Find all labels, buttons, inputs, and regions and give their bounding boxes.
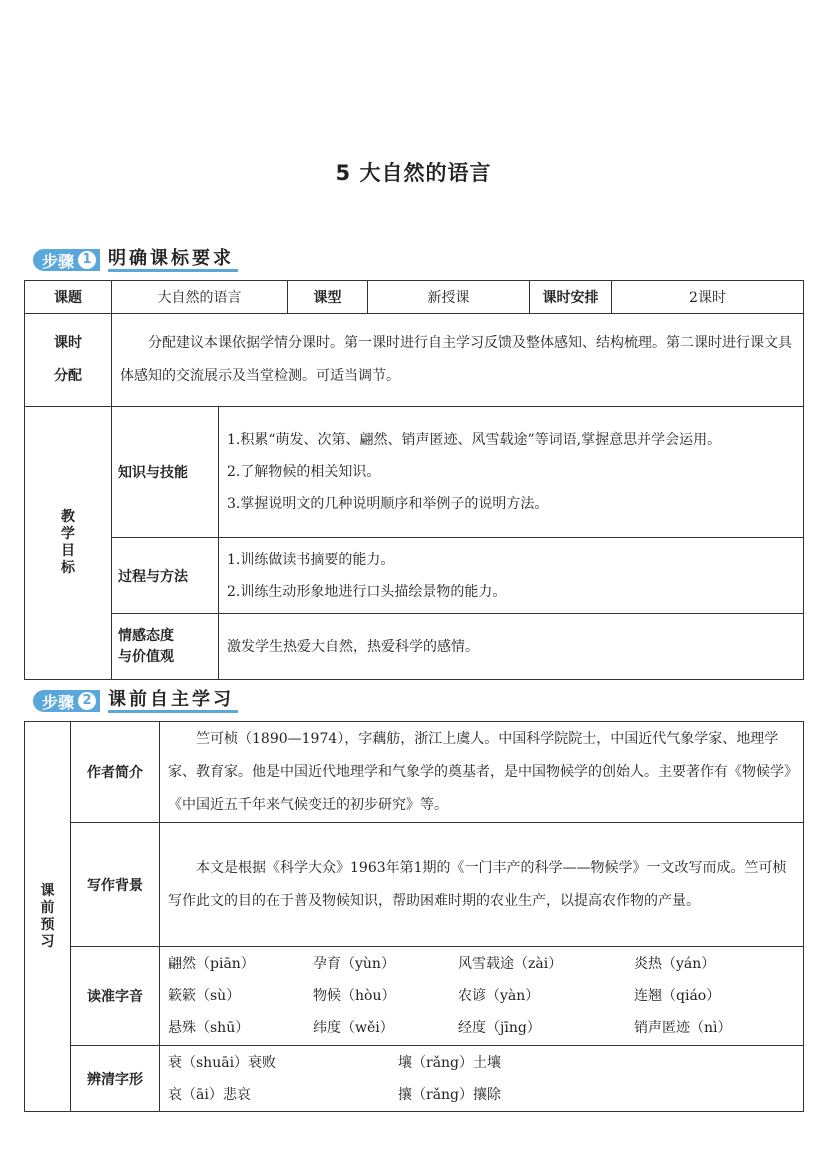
topic-header: 课题 <box>25 281 112 314</box>
step-badge <box>33 249 100 271</box>
character-forms-label: 辨清字形 <box>71 1046 160 1112</box>
type-value: 新授课 <box>368 281 530 314</box>
preview-table <box>24 721 804 1112</box>
teaching-goals-header <box>25 407 112 680</box>
list-item: 2.了解物候的相关知识。 <box>227 464 381 480</box>
list-item: 3.掌握说明文的几种说明顺序和举例子的说明方法。 <box>227 496 549 512</box>
process-methods-items <box>219 538 804 614</box>
process-methods-label: 过程与方法 <box>112 538 219 614</box>
emotion-values-label-line-2: 与价值观 <box>118 648 174 665</box>
pronunciation-grid <box>160 948 803 1044</box>
step-badge <box>33 690 100 712</box>
pronunciation-item: 簌簌（sù） <box>168 988 241 1004</box>
teaching-goals-label <box>60 509 76 577</box>
knowledge-skills-items <box>219 407 804 538</box>
pronunciation-item: 风雪载途（zài） <box>458 956 563 972</box>
character-form-item: 壤（rǎng）土壤 <box>398 1054 502 1071</box>
goal-char: 教 <box>61 509 75 525</box>
step-2-header <box>33 689 238 713</box>
hours-header: 课时安排 <box>530 281 612 314</box>
pronunciation-item: 翩然（piān） <box>168 956 255 972</box>
author-intro-label: 作者简介 <box>71 722 160 823</box>
writing-background-text: 本文是根据《科学大众》1963年第1期的《一门丰产的科学——物候学》一文改写而成。竺可桢写作此文的目的在于普及物候知识，帮助困难时期的农业生产，以提高农作物的产量。 <box>160 823 804 947</box>
step-1-label: 明确课标要求 <box>108 249 238 272</box>
pronunciation-item: 连翘（qiáo） <box>634 988 721 1004</box>
emotion-values-label-line-1: 情感态度 <box>118 627 174 644</box>
allocation-header <box>25 314 112 407</box>
list-item: 2.训练生动形象地进行口头描绘景物的能力。 <box>227 583 507 600</box>
step-number-icon: 2 <box>78 692 96 710</box>
character-forms-cell <box>160 1046 804 1112</box>
pronunciation-label: 读准字音 <box>71 947 160 1046</box>
pronunciation-item: 悬殊（shū） <box>168 1020 250 1036</box>
pronunciation-cell <box>160 947 804 1046</box>
allocation-text: 分配建议本课依据学情分课时。第一课时进行自主学习反馈及整体感知、结构梳理。第二课时进行课文具体感知的交流展示及当堂检测。可适当调节。 <box>112 314 804 407</box>
step-number-icon: 1 <box>78 251 96 269</box>
knowledge-skills-label: 知识与技能 <box>112 407 219 538</box>
goal-char: 标 <box>61 560 75 576</box>
page-title: 5 大自然的语言 <box>335 161 492 185</box>
pronunciation-item: 炎热（yán） <box>634 956 716 972</box>
preview-side-label <box>40 883 56 951</box>
curriculum-table <box>24 280 804 680</box>
side-char: 预 <box>40 916 55 933</box>
writing-background-label: 写作背景 <box>71 823 160 947</box>
character-form-item: 攘（rǎng）攘除 <box>398 1086 502 1103</box>
hours-value: 2课时 <box>612 281 804 314</box>
type-header: 课型 <box>288 281 368 314</box>
emotion-values-label <box>112 614 219 680</box>
pronunciation-item: 孕育（yùn） <box>313 956 395 972</box>
list-item: 1.训练做读书摘要的能力。 <box>227 551 395 568</box>
preview-side-header <box>25 722 71 1112</box>
step-badge-text: 步骤 <box>42 251 75 271</box>
character-form-item: 哀（āi）悲哀 <box>168 1086 251 1103</box>
goal-char: 学 <box>61 526 75 542</box>
allocation-header-line-2: 分配 <box>54 368 82 384</box>
goal-char: 目 <box>61 543 75 559</box>
emotion-values-text: 激发学生热爱大自然，热爱科学的感情。 <box>219 614 804 680</box>
allocation-header-line-1: 课时 <box>54 335 82 351</box>
pronunciation-item: 经度（jīng） <box>458 1020 541 1036</box>
pronunciation-item: 纬度（wěi） <box>313 1020 394 1036</box>
author-intro-text: 竺可桢（1890—1974），字藕舫，浙江上虞人。中国科学院院士，中国近代气象学家、地理学家、教育家。他是中国近代地理学和气象学的奠基者，是中国物候学的创始人。主要著作有《物候学》《中国近五千年来气候变迁的初步研究》等。 <box>160 722 804 823</box>
topic-value: 大自然的语言 <box>112 281 288 314</box>
step-2-label: 课前自主学习 <box>108 690 238 713</box>
character-form-item: 衰（shuāi）衰败 <box>168 1054 277 1071</box>
list-item: 1.积累“萌发、次第、翩然、销声匿迹、风雪载途”等词语,掌握意思并学会运用。 <box>227 432 722 448</box>
pronunciation-item: 销声匿迹（nì） <box>634 1020 732 1036</box>
step-badge-text: 步骤 <box>42 692 75 712</box>
side-char: 课 <box>40 882 55 899</box>
pronunciation-item: 物候（hòu） <box>313 988 396 1004</box>
step-1-header <box>33 248 238 272</box>
side-char: 习 <box>40 933 55 950</box>
side-char: 前 <box>40 899 55 916</box>
character-forms-grid <box>160 1047 803 1111</box>
pronunciation-item: 农谚（yàn） <box>458 988 540 1004</box>
